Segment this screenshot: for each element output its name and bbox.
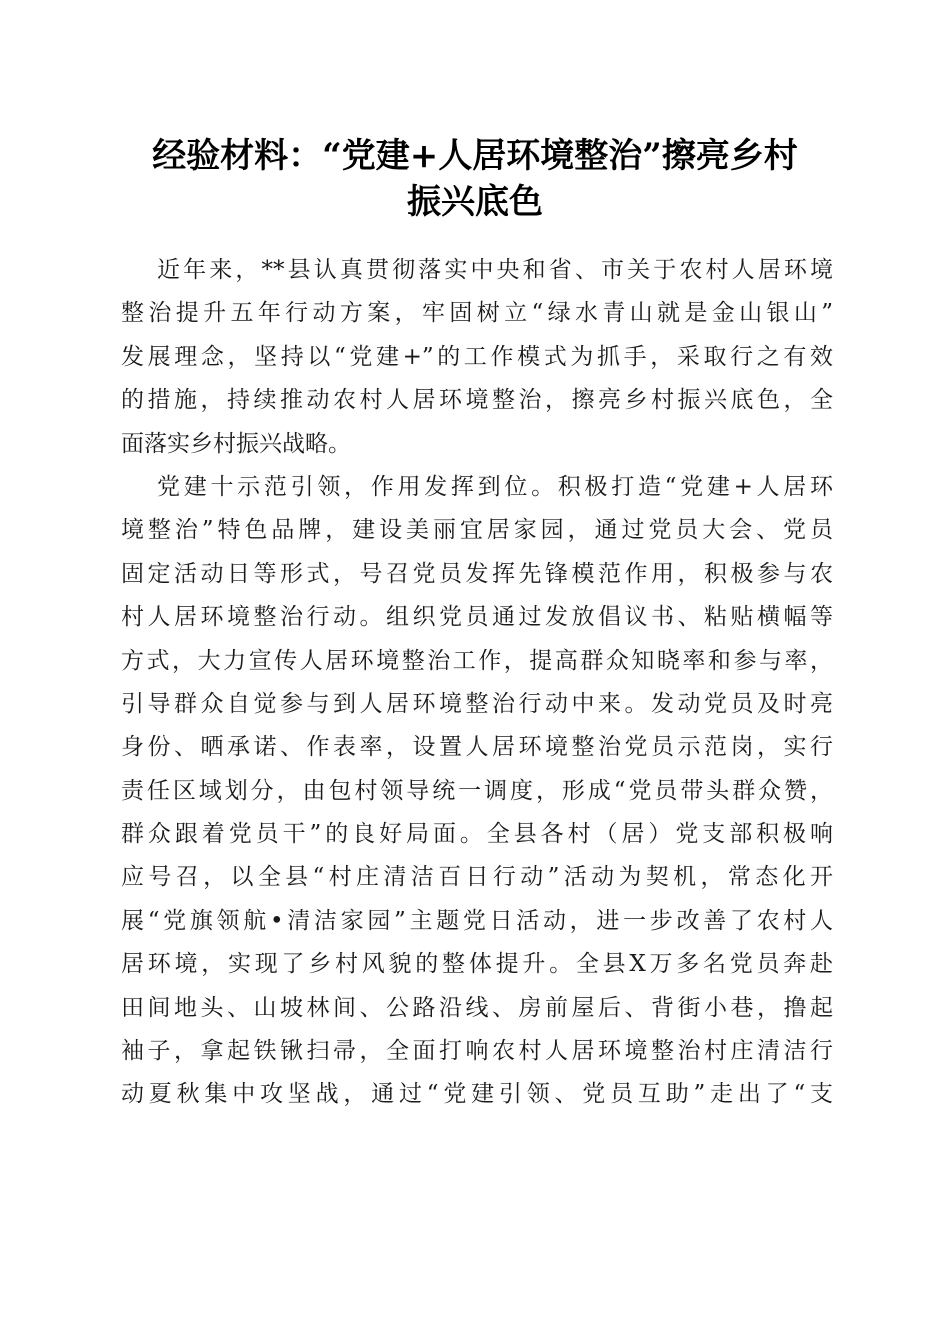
- text-line: 责任区域划分，由包村领导统一调度，形成“党员带头群众赞，: [121, 777, 833, 804]
- text-line: 展“党旗领航•清洁家园”主题党日活动，进一步改善了农村人: [121, 907, 833, 934]
- text-line: 境整治”特色品牌，建设美丽宜居家园，通过党员大会、党员: [121, 517, 833, 544]
- title-line: 经验材料：“党建+人居环境整治”擦亮乡村: [152, 136, 798, 176]
- text-line: 居环境，实现了乡村风貌的整体提升。全县X万多名党员奔赴: [121, 951, 833, 978]
- text-line: 发展理念，坚持以“党建+”的工作模式为抓手，采取行之有效: [121, 343, 833, 370]
- text-line: 固定活动日等形式，号召党员发挥先锋模范作用，积极参与农: [121, 560, 833, 587]
- paragraph-intro: [121, 249, 833, 466]
- document-title: [110, 133, 840, 225]
- text-line: 动夏秋集中攻坚战，通过“党建引领、党员互助”走出了“支: [121, 1081, 833, 1108]
- text-line: 应号召，以全县“村庄清洁百日行动”活动为契机，常态化开: [121, 864, 833, 891]
- text-line: 党建十示范引领，作用发挥到位。积极打造“党建+人居环: [157, 473, 833, 500]
- text-line: 袖子，拿起铁锹扫帚，全面打响农村人居环境整治村庄清洁行: [121, 1038, 833, 1065]
- text-line: 方式，大力宣传人居环境整治工作，提高群众知晓率和参与率，: [121, 647, 833, 674]
- text-line: 身份、晒承诺、作表率，设置人居环境整治党员示范岗，实行: [121, 734, 833, 761]
- text-line: 的措施，持续推动农村人居环境整治，擦亮乡村振兴底色，全: [121, 387, 833, 414]
- document-body: [121, 249, 833, 1117]
- text-line: 村人居环境整治行动。组织党员通过发放倡议书、粘贴横幅等: [121, 604, 833, 631]
- text-line: 群众跟着党员干”的良好局面。全县各村（居）党支部积极响: [121, 821, 833, 848]
- text-line: 引导群众自觉参与到人居环境整治行动中来。发动党员及时亮: [121, 690, 833, 717]
- text-line: 面落实乡村振兴战略。: [121, 430, 351, 457]
- text-line: 田间地头、山坡林间、公路沿线、房前屋后、背街小巷，撸起: [121, 994, 833, 1021]
- text-line: 近年来，**县认真贯彻落实中央和省、市关于农村人居环境: [157, 257, 833, 283]
- paragraph-party-building: [121, 466, 833, 1117]
- text-line: 整治提升五年行动方案，牢固树立“绿水青山就是金山银山”: [121, 300, 833, 327]
- title-line: 振兴底色: [407, 182, 543, 222]
